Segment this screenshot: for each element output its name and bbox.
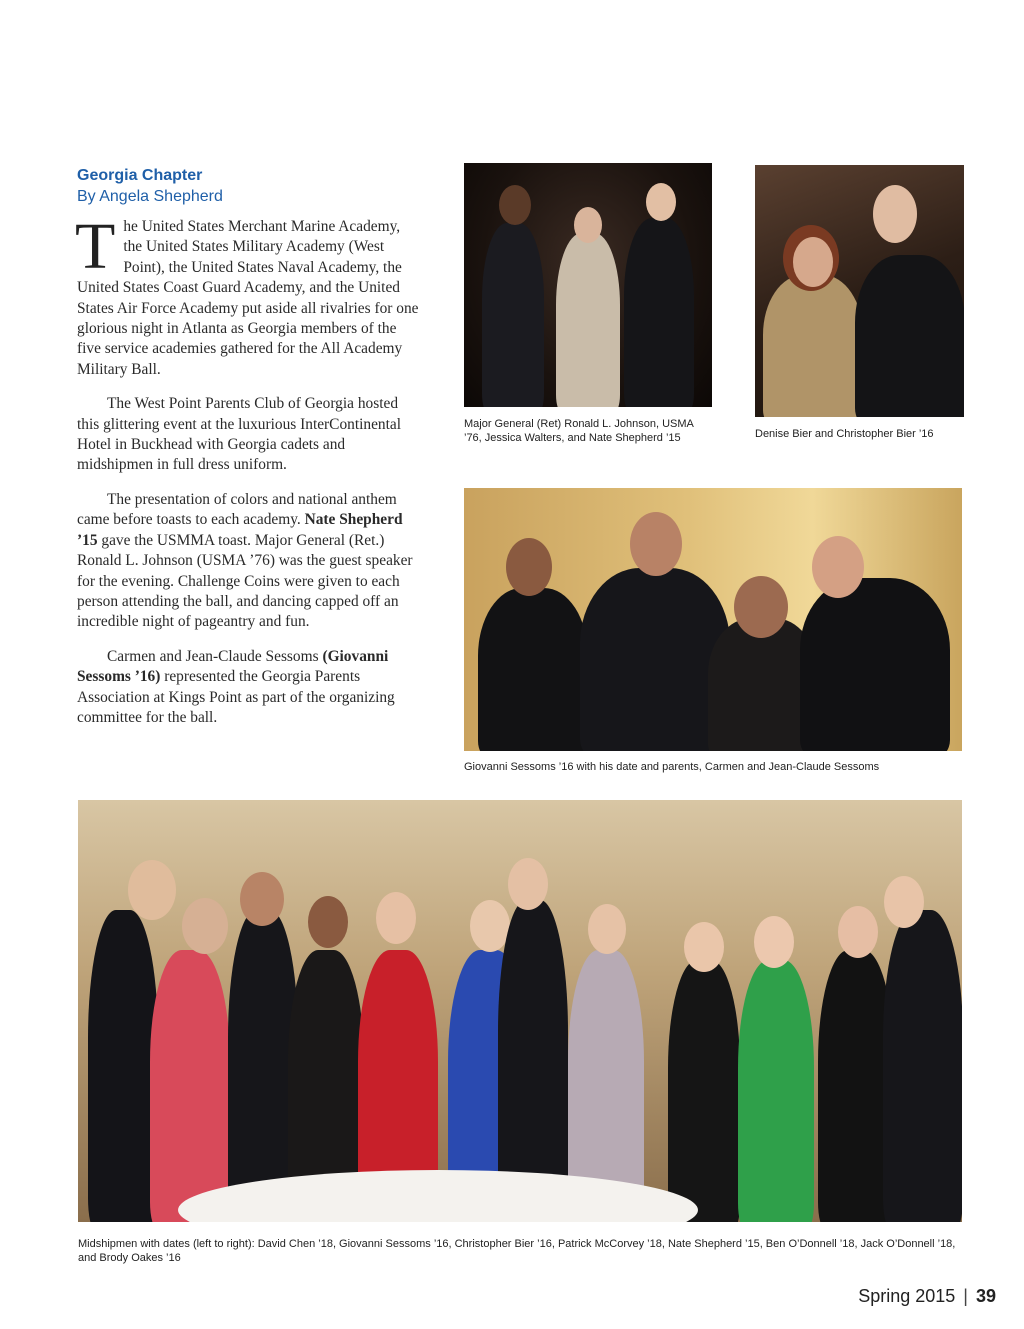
paragraph-3	[77, 490, 422, 633]
photo-sessoms-family	[464, 488, 962, 751]
photo-3-caption: Giovanni Sessoms ’16 with his date and parents, Carmen and Jean-Claude Sessoms	[464, 761, 880, 773]
page-number: 39	[975, 1286, 996, 1306]
article-heading	[77, 165, 422, 207]
photo-denise-christopher-bier	[755, 165, 964, 417]
article	[77, 165, 422, 742]
paragraph-4-bold: (Giovanni Sessoms ’16)	[77, 647, 389, 686]
photo-general-johnson-group	[464, 163, 712, 407]
article-body	[75, 210, 422, 728]
drop-cap: T	[75, 210, 116, 283]
photo-2-caption: Denise Bier and Christopher Bier ’16	[755, 428, 934, 440]
paragraph-1	[75, 210, 422, 380]
byline: By Angela Shepherd	[77, 188, 223, 205]
paragraph-3-bold: Nate Shepherd ’15	[77, 511, 403, 549]
page-footer	[858, 1286, 996, 1307]
paragraph-4-text-b: represented the Georgia Parents Association at Kings Point as part of the organizing committee for the ball.	[77, 668, 395, 726]
paragraph-2: The West Point Parents Club of Georgia hosted this glittering event at the luxurious InterContinental Hotel in Buckhead with Georgia cadets and midshipmen in full dress uniform.	[77, 395, 401, 474]
photo-1-caption: Major General (Ret) Ronald L. Johnson, USMA ’76, Jessica Walters, and Nate Shepherd ’15	[464, 418, 694, 444]
chapter-title: Georgia Chapter	[77, 167, 203, 184]
photo-4-caption: Midshipmen with dates (left to right): David Chen ’18, Giovanni Sessoms ’16, Christopher Bier ’16, Patrick McCorvey ’18, Nate Shepherd ’15, Ben O’Donnell ’18, Jack O’Donnell ’18, and Brody Oakes ’16	[78, 1238, 956, 1264]
issue-label: Spring 2015	[858, 1286, 956, 1306]
footer-separator: |	[963, 1286, 968, 1306]
paragraph-4-text-a: Carmen and Jean-Claude Sessoms	[107, 647, 323, 665]
paragraph-1-text: he United States Merchant Marine Academy, the United States Military Academy (West Point), the United States Naval Academy, the United States Coast Guard Academy, and the United States Air Force Academy put aside all rivalries for one glorious night in Atlanta as Georgia members of the five service academies gathered for the All Academy Military Ball.	[77, 218, 419, 378]
photo-midshipmen-with-dates	[78, 800, 962, 1222]
paragraph-3-text-a: The presentation of colors and national anthem came before toasts to each academy.	[77, 490, 397, 529]
paragraph-3-text-b: gave the USMMA toast. Major General (Ret.) Ronald L. Johnson (USMA ’76) was the guest speaker for the evening. Challenge Coins were given to each person attending the ball, and dancing capped off an incredible night of pageantry and fun.	[77, 531, 413, 631]
paragraph-4	[77, 647, 422, 729]
